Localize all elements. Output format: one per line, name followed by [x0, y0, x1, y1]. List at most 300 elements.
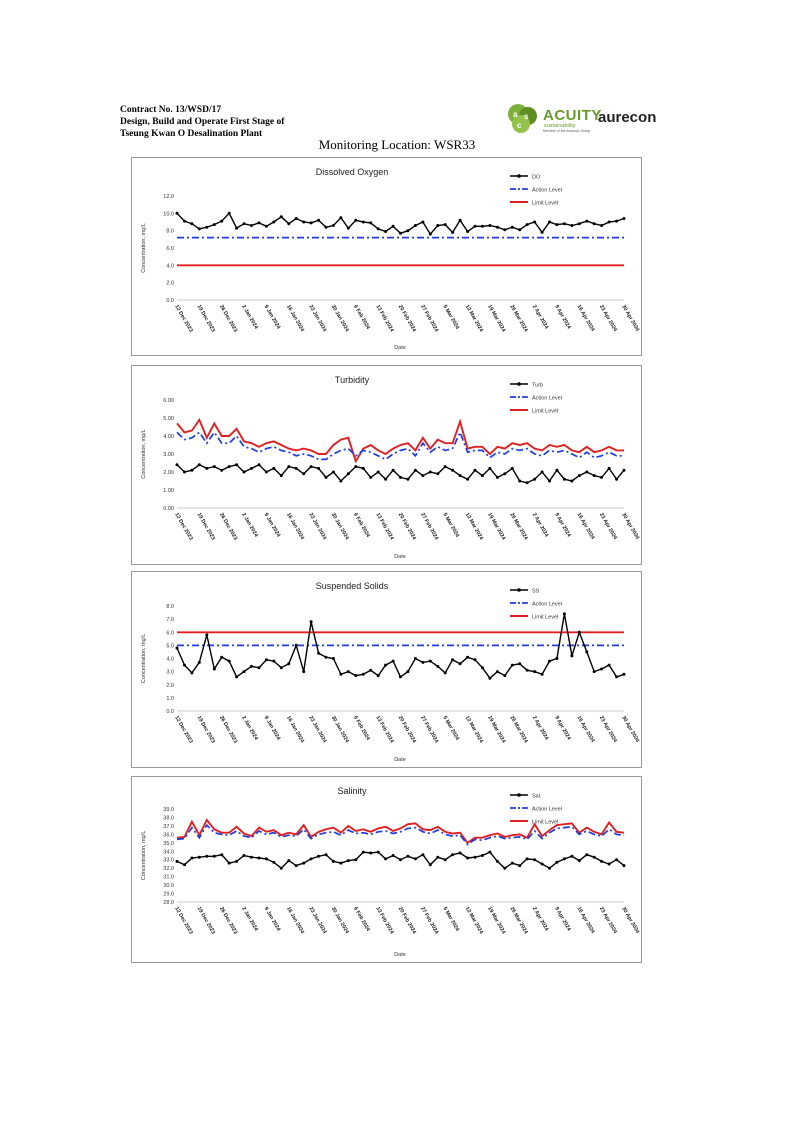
legend-label-1: Action Level [532, 395, 562, 402]
y-tick-label: 38.0 [163, 815, 174, 822]
data-point [325, 476, 328, 479]
data-point [384, 230, 387, 233]
data-point [362, 851, 365, 854]
data-point [190, 671, 193, 674]
data-point [511, 467, 514, 470]
data-point [608, 863, 611, 866]
acuity-wordmark: ACUITY [543, 107, 602, 124]
y-tick-label: 4.0 [166, 656, 174, 663]
x-tick-label: 30 Apr 2024 [620, 715, 641, 744]
x-axis-label: Date [394, 554, 406, 560]
x-tick-label: 30 Jan 2024 [329, 715, 350, 744]
x-tick-label: 13 Feb 2024 [374, 906, 395, 936]
data-point [302, 670, 305, 673]
data-point [451, 853, 454, 856]
data-point [205, 467, 208, 470]
data-point [503, 472, 506, 475]
x-tick-label: 12 Dec 2023 [173, 304, 194, 334]
x-tick-label: 6 Feb 2024 [352, 304, 371, 331]
data-point [354, 674, 357, 677]
data-point [548, 867, 551, 870]
suspended-solids-chart [132, 572, 641, 767]
x-tick-label: 23 Apr 2024 [597, 304, 618, 333]
data-point [310, 857, 313, 860]
data-point [250, 467, 253, 470]
x-tick-label: 23 Apr 2024 [597, 512, 618, 541]
data-point [205, 633, 208, 636]
data-point [526, 481, 529, 484]
y-tick-label: 1.0 [166, 695, 174, 702]
data-point [421, 221, 424, 224]
data-point [369, 852, 372, 855]
legend-label-1: Action Level [532, 187, 562, 194]
data-point [444, 223, 447, 226]
legend-label-2: Limit Level [532, 819, 559, 826]
data-point [406, 855, 409, 858]
x-tick-label: 23 Jan 2024 [307, 906, 328, 935]
data-point [384, 857, 387, 860]
x-tick-label: 5 Mar 2024 [441, 304, 461, 331]
legend-label-2: Limit Level [532, 408, 559, 415]
data-point [555, 469, 558, 472]
data-point [481, 666, 484, 669]
data-point [369, 476, 372, 479]
data-point [511, 226, 514, 229]
data-point [466, 656, 469, 659]
data-point [600, 668, 603, 671]
aurecon-wordmark: aurecon [598, 109, 657, 126]
data-point [354, 465, 357, 468]
data-point [541, 231, 544, 234]
y-tick-label: 8.0 [166, 228, 174, 235]
x-tick-label: 23 Jan 2024 [307, 512, 328, 541]
data-point [600, 860, 603, 863]
data-point [272, 221, 275, 224]
data-point [287, 859, 290, 862]
x-tick-label: 20 Feb 2024 [396, 512, 417, 542]
y-tick-label: 4.00 [163, 434, 174, 440]
y-tick-label: 6.0 [166, 630, 174, 637]
data-point [563, 222, 566, 225]
x-axis-label: Date [394, 345, 406, 351]
data-point [570, 224, 573, 227]
data-point [511, 862, 514, 865]
data-point [190, 469, 193, 472]
legend [510, 382, 562, 414]
data-point [302, 862, 305, 865]
chart-panel-turbidity [131, 365, 642, 565]
x-tick-label: 30 Apr 2024 [620, 304, 641, 333]
x-tick-label: 16 Apr 2024 [575, 715, 596, 744]
data-point [228, 862, 231, 865]
y-tick-label: 29.0 [163, 891, 174, 898]
y-tick-label: 4.0 [166, 263, 174, 270]
data-point [399, 675, 402, 678]
x-tick-label: 2 Jan 2024 [240, 715, 259, 742]
data-point [213, 855, 216, 858]
data-point [623, 673, 626, 676]
data-point [451, 231, 454, 234]
x-tick-label: 13 Feb 2024 [374, 304, 395, 334]
x-tick-label: 12 Mar 2024 [463, 715, 485, 745]
x-tick-label: 6 Feb 2024 [352, 512, 371, 539]
y-tick-label: 6.00 [163, 398, 174, 404]
x-tick-label: 9 Apr 2024 [553, 304, 572, 331]
data-point [436, 224, 439, 227]
data-point [258, 857, 261, 860]
data-point [474, 856, 477, 859]
data-point [190, 222, 193, 225]
monitoring-location-title: Monitoring Location: WSR33 [318, 137, 476, 152]
data-point [280, 666, 283, 669]
data-point [347, 227, 350, 230]
x-tick-label: 2 Jan 2024 [240, 304, 259, 331]
data-point [548, 221, 551, 224]
y-tick-label: 1.00 [163, 488, 174, 494]
x-tick-label: 2 Apr 2024 [530, 304, 550, 331]
data-point [384, 664, 387, 667]
data-point [339, 216, 342, 219]
data-point [623, 469, 626, 472]
svg-text:s: s [524, 112, 529, 121]
data-point [555, 223, 558, 226]
x-tick-label: 2 Apr 2024 [530, 512, 550, 539]
data-point [570, 855, 573, 858]
data-point [585, 220, 588, 223]
data-point [332, 224, 335, 227]
x-tick-label: 27 Feb 2024 [419, 715, 440, 745]
data-point [503, 228, 506, 231]
x-tick-label: 2 Apr 2024 [530, 906, 550, 933]
salinity-chart [132, 777, 641, 962]
x-tick-label: 5 Mar 2024 [441, 906, 461, 933]
data-point [228, 212, 231, 215]
data-point [332, 860, 335, 863]
data-point [406, 478, 409, 481]
data-point [429, 233, 432, 236]
data-point [243, 670, 246, 673]
y-tick-label: 0.0 [166, 709, 174, 715]
y-axis-label: Concentration, mg/L [141, 633, 147, 684]
data-point [272, 467, 275, 470]
data-point [563, 478, 566, 481]
data-point [533, 478, 536, 481]
logo-area [506, 102, 666, 134]
data-point [518, 864, 521, 867]
data-point [198, 227, 201, 230]
data-point [377, 851, 380, 854]
dissolved-oxygen-chart [132, 158, 641, 355]
data-point [392, 225, 395, 228]
x-tick-label: 9 Apr 2024 [553, 512, 572, 539]
data-point [302, 472, 305, 475]
y-axis-label: Concentration, mg/L [141, 830, 147, 881]
x-tick-label: 9 Jan 2024 [262, 512, 282, 539]
data-point [593, 474, 596, 477]
x-axis-label: Date [394, 757, 406, 763]
legend-label-0: Sal. [532, 793, 542, 800]
data-point [474, 658, 477, 661]
chart-title: Dissolved Oxygen [315, 167, 389, 177]
data-point [533, 858, 536, 861]
y-tick-label: 8.0 [166, 604, 174, 610]
x-tick-label: 30 Jan 2024 [329, 304, 350, 333]
legend-label-1: Action Level [532, 601, 562, 608]
data-point [414, 469, 417, 472]
data-point [541, 471, 544, 474]
x-tick-label: 9 Apr 2024 [553, 715, 572, 742]
y-tick-label: 32.0 [163, 866, 174, 873]
data-point [451, 469, 454, 472]
data-point [623, 864, 626, 867]
data-point [310, 465, 313, 468]
x-tick-label: 12 Mar 2024 [463, 304, 485, 334]
series-line-2 [177, 420, 624, 461]
data-point [228, 465, 231, 468]
chart-panel-dissolved-oxygen [131, 157, 642, 356]
data-point [511, 664, 514, 667]
data-point [541, 673, 544, 676]
data-point [213, 668, 216, 671]
data-point [608, 664, 611, 667]
data-point [250, 224, 253, 227]
x-tick-label: 13 Feb 2024 [374, 512, 395, 542]
data-point [235, 675, 238, 678]
contract-number: Contract No. 13/WSD/17 [120, 105, 222, 115]
data-point [272, 660, 275, 663]
x-tick-label: 6 Feb 2024 [352, 715, 371, 742]
y-tick-label: 39.0 [163, 807, 174, 813]
data-point [339, 673, 342, 676]
data-point [369, 221, 372, 224]
data-point [555, 861, 558, 864]
data-point [198, 463, 201, 466]
data-point [325, 853, 328, 856]
data-point [526, 857, 529, 860]
x-axis-label: Date [394, 952, 406, 958]
data-point [213, 223, 216, 226]
x-tick-label: 19 Dec 2023 [195, 906, 216, 936]
legend-label-2: Limit Level [532, 200, 559, 207]
data-point [295, 864, 298, 867]
data-point [265, 658, 268, 661]
x-tick-label: 12 Dec 2023 [173, 512, 194, 542]
data-point [354, 219, 357, 222]
data-point [250, 665, 253, 668]
data-point [496, 476, 499, 479]
x-tick-label: 16 Apr 2024 [575, 906, 596, 935]
data-point [317, 219, 320, 222]
y-tick-label: 2.0 [166, 280, 174, 287]
data-point [265, 225, 268, 228]
x-tick-label: 6 Feb 2024 [352, 906, 371, 933]
data-point [377, 471, 380, 474]
y-tick-label: 5.0 [166, 643, 174, 650]
data-point [444, 465, 447, 468]
data-point [205, 226, 208, 229]
y-tick-label: 0.00 [163, 506, 174, 512]
data-point [555, 657, 558, 660]
legend-marker-0 [517, 588, 521, 592]
data-point [213, 465, 216, 468]
y-tick-label: 34.0 [163, 849, 174, 856]
data-point [600, 224, 603, 227]
x-tick-label: 19 Mar 2024 [486, 304, 507, 334]
data-point [399, 476, 402, 479]
data-point [220, 220, 223, 223]
legend-label-0: Turb [532, 382, 544, 389]
data-point [295, 217, 298, 220]
data-point [459, 852, 462, 855]
x-tick-label: 16 Apr 2024 [575, 304, 596, 333]
data-point [258, 666, 261, 669]
data-point [488, 467, 491, 470]
data-point [414, 224, 417, 227]
data-point [518, 480, 521, 483]
data-point [570, 654, 573, 657]
x-tick-label: 19 Mar 2024 [486, 906, 507, 936]
data-point [578, 631, 581, 634]
y-tick-label: 35.0 [163, 840, 174, 847]
chart-panel-suspended-solids [131, 571, 642, 768]
data-point [593, 222, 596, 225]
data-point [399, 232, 402, 235]
data-point [615, 858, 618, 861]
y-tick-label: 5.00 [163, 416, 174, 422]
x-tick-label: 2 Jan 2024 [240, 906, 259, 933]
y-tick-label: 7.0 [166, 617, 174, 624]
data-point [496, 226, 499, 229]
x-tick-label: 30 Apr 2024 [620, 512, 641, 541]
data-point [600, 476, 603, 479]
data-point [436, 665, 439, 668]
data-point [541, 863, 544, 866]
data-point [295, 467, 298, 470]
contract-description: Design, Build and Operate First Stage of [120, 117, 285, 127]
x-tick-label: 12 Mar 2024 [463, 906, 485, 936]
data-point [302, 221, 305, 224]
data-point [347, 859, 350, 862]
y-tick-label: 33.0 [163, 857, 174, 864]
data-point [332, 657, 335, 660]
x-tick-label: 16 Jan 2024 [285, 906, 306, 935]
data-point [608, 221, 611, 224]
data-point [503, 674, 506, 677]
y-tick-label: 30.0 [163, 883, 174, 890]
data-point [176, 860, 179, 863]
data-point [347, 670, 350, 673]
data-point [339, 862, 342, 865]
data-point [585, 471, 588, 474]
data-point [488, 851, 491, 854]
data-point [563, 612, 566, 615]
data-point [280, 215, 283, 218]
acuity-tagline: sustainability [544, 123, 576, 129]
legend [510, 793, 562, 825]
x-tick-label: 20 Feb 2024 [396, 715, 417, 745]
data-point [615, 675, 618, 678]
data-point [228, 660, 231, 663]
data-point [258, 463, 261, 466]
y-tick-label: 12.0 [163, 194, 174, 200]
x-tick-label: 12 Dec 2023 [173, 715, 194, 745]
data-point [183, 471, 186, 474]
data-point [280, 474, 283, 477]
y-tick-label: 2.0 [166, 682, 174, 689]
x-tick-label: 19 Mar 2024 [486, 715, 507, 745]
y-axis-label: Concentration, mg/L [141, 429, 147, 479]
x-tick-label: 26 Dec 2023 [217, 512, 239, 542]
x-tick-label: 26 Mar 2024 [508, 304, 529, 334]
y-tick-label: 28.0 [163, 900, 174, 906]
data-point [310, 221, 313, 224]
y-tick-label: 3.00 [163, 452, 174, 458]
data-point [474, 225, 477, 228]
data-point [429, 471, 432, 474]
x-tick-label: 19 Mar 2024 [486, 512, 507, 542]
y-tick-label: 6.0 [166, 246, 174, 252]
data-point [317, 652, 320, 655]
data-point [235, 227, 238, 230]
x-tick-label: 19 Dec 2023 [195, 304, 216, 334]
x-tick-label: 12 Dec 2023 [173, 906, 194, 936]
data-point [392, 854, 395, 857]
data-point [377, 227, 380, 230]
data-point [205, 855, 208, 858]
y-tick-label: 10.0 [163, 211, 174, 218]
x-tick-label: 26 Dec 2023 [217, 715, 239, 745]
x-tick-label: 5 Mar 2024 [441, 715, 461, 742]
data-point [585, 853, 588, 856]
data-point [526, 223, 529, 226]
x-tick-label: 16 Jan 2024 [285, 512, 306, 541]
data-point [414, 857, 417, 860]
chart-title: Salinity [337, 786, 367, 796]
y-tick-label: 3.0 [166, 669, 174, 676]
data-point [421, 474, 424, 477]
data-point [436, 856, 439, 859]
data-point [258, 221, 261, 224]
data-point [310, 620, 313, 623]
data-point [488, 224, 491, 227]
data-point [466, 478, 469, 481]
data-point [548, 660, 551, 663]
data-point [220, 853, 223, 856]
data-point [250, 856, 253, 859]
data-point [183, 220, 186, 223]
data-point [593, 670, 596, 673]
data-point [503, 867, 506, 870]
data-point [190, 857, 193, 860]
x-tick-label: 23 Apr 2024 [597, 715, 618, 744]
data-point [466, 857, 469, 860]
data-point [362, 221, 365, 224]
data-point [235, 860, 238, 863]
x-tick-label: 2 Jan 2024 [240, 512, 259, 539]
data-point [459, 474, 462, 477]
data-point [332, 471, 335, 474]
data-point [481, 225, 484, 228]
data-point [265, 471, 268, 474]
data-point [518, 662, 521, 665]
data-point [481, 474, 484, 477]
data-point [526, 669, 529, 672]
data-point [280, 867, 283, 870]
legend-marker-0 [517, 174, 521, 178]
x-tick-label: 9 Jan 2024 [262, 906, 282, 933]
x-tick-label: 26 Mar 2024 [508, 906, 529, 936]
data-point [369, 669, 372, 672]
